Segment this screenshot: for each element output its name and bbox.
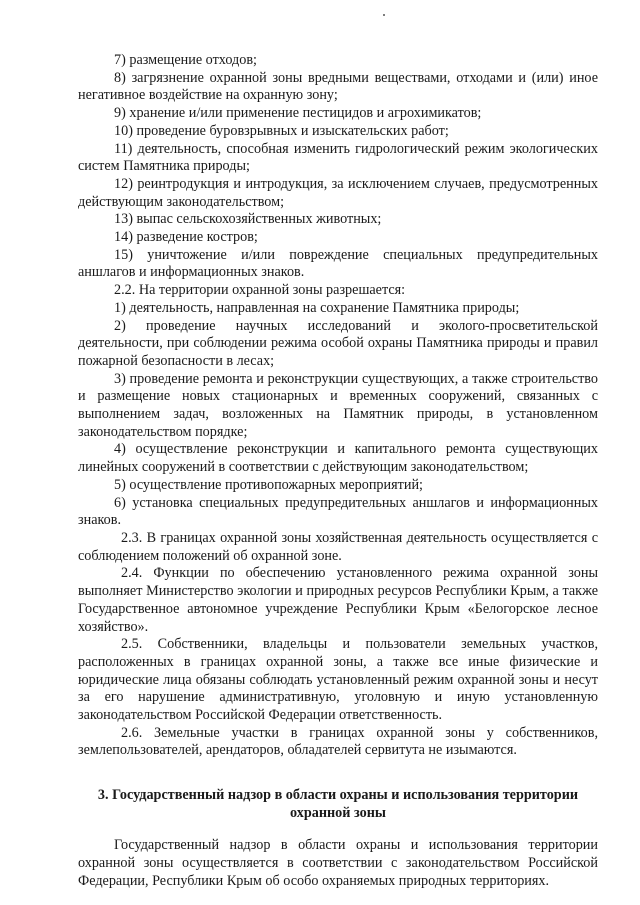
clause-2-5: 2.5. Собственники, владельцы и пользователи земельных участков, расположенных в границах охранной зоны, а также все иные физические и юридические лица обязаны соблюдать установленный режим охранной зоны и несут за его нарушение административную, уголовную и иную установленную законодательством Российской Федерации ответственность. (78, 636, 598, 724)
list-item: 14) разведение костров; (114, 229, 258, 246)
list-item: 6) установка специальных предупредительных аншлагов и информационных знаков. (78, 494, 598, 529)
scan-speck (383, 14, 385, 16)
list-item: 3) проведение ремонта и реконструкции существующих, а также строительство и размещение новых стационарных и временных сооружений, связанных с выполнением задач, возложенных на Памятник природы, в установленном законодательством порядке; (78, 370, 598, 440)
clause-2-6: 2.6. Земельные участки в границах охранной зоны у собственников, землепользователей, арендаторов, обладателей сервитута не изымаются. (78, 724, 598, 759)
list-item: 9) хранение и/или применение пестицидов и агрохимикатов; (114, 105, 482, 122)
document-page (78, 52, 598, 890)
list-item: 5) осуществление противопожарных мероприятий; (114, 476, 423, 493)
list-item: 11) деятельность, способная изменить гидрологический режим экологических систем Памятника природы; (78, 140, 598, 175)
clause-2-4: 2.4. Функции по обеспечению установленного режима охранной зоны выполняет Министерство экологии и природных ресурсов Республики Крым, а также Государственное автономное учреждение Республики Крым «Белогорское лесное хозяйство». (78, 565, 598, 635)
list-item: 10) проведение буровзрывных и изыскательских работ; (114, 122, 449, 139)
clause-2-3: 2.3. В границах охранной зоны хозяйственная деятельность осуществляется с соблюдением положений об охранной зоне. (78, 529, 598, 564)
list-item: 12) реинтродукция и интродукция, за исключением случаев, предусмотренных действующим законодательством; (78, 175, 598, 210)
list-item: 8) загрязнение охранной зоны вредными веществами, отходами и (или) иное негативное воздействие на охранную зону; (78, 69, 598, 104)
list-item: 13) выпас сельскохозяйственных животных; (114, 211, 382, 228)
list-item: 15) уничтожение и/или повреждение специальных предупредительных аншлагов и информационных знаков. (78, 246, 598, 281)
list-item: 1) деятельность, направленная на сохранение Памятника природы; (114, 299, 520, 316)
list-item: 7) размещение отходов; (114, 52, 257, 68)
list-item: 4) осуществление реконструкции и капитального ремонта существующих линейных сооружений в соответствии с действующим законодательством; (78, 441, 598, 476)
section-heading: 3. Государственный надзор в области охраны и использования территории охранной зоны (97, 787, 579, 822)
clause-2-2: 2.2. На территории охранной зоны разрешается: (114, 282, 406, 299)
section-text: Государственный надзор в области охраны и использования территории охранной зоны осуществляется в соответствии с законодательством Российской Федерации, Республики Крым об особо охраняемых природных территориях. (78, 837, 598, 889)
list-item: 2) проведение научных исследований и эколого-просветительской деятельности, при соблюдении режима особой охраны Памятника природы и правил пожарной безопасности в лесах; (78, 317, 598, 369)
